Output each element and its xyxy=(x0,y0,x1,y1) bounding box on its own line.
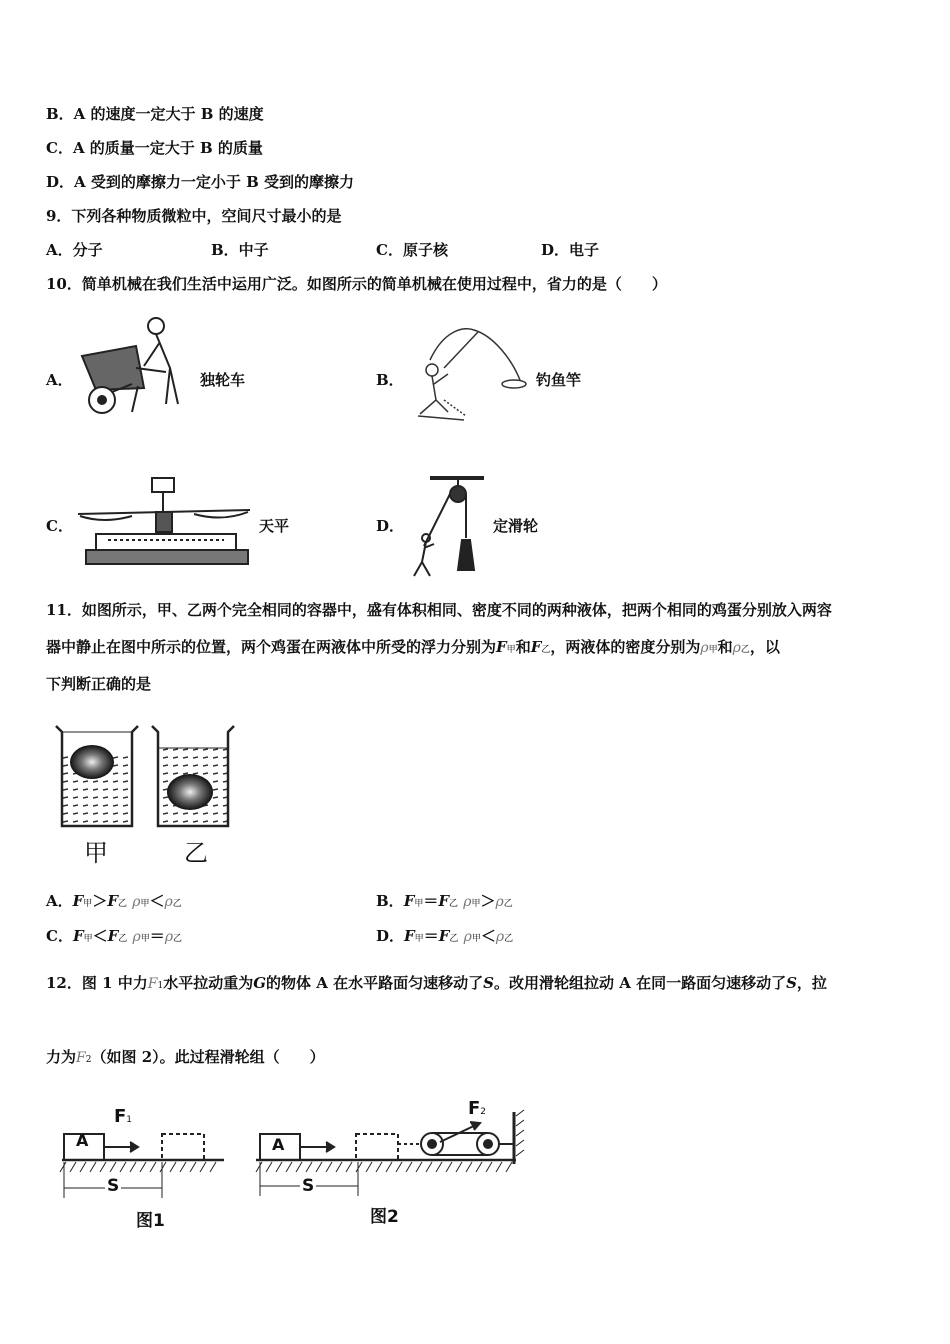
figure-2-force-label: F2 xyxy=(468,1098,487,1119)
q11-stem-line2: 器中静止在图中所示的位置，两个鸡蛋在两液体中所受的浮力分别为F甲和F乙，两液体的密度分别为ρ甲和ρ乙，以 xyxy=(46,638,780,656)
beaker-yi xyxy=(152,726,234,826)
figure-2-caption: 图2 xyxy=(370,1207,399,1227)
q11-stem-line1: 11．如图所示，甲、乙两个完全相同的容器中，盛有体积相同、密度不同的两种液体，把两个相同的鸡蛋分别放入两容 xyxy=(46,601,832,619)
q11-option-c: C．F甲＜F乙 ρ甲＝ρ乙 xyxy=(46,927,183,945)
beaker-label-yi: 乙 xyxy=(184,839,208,867)
q12-stem-line1: 12．图 1 中力F1水平拉动重为G的物体 A 在水平路面匀速移动了S。改用滑轮组拉动 A 在同一路面匀速移动了S，拉 xyxy=(46,974,827,992)
q10-option-b-label: 钓鱼竿 xyxy=(536,371,582,389)
q10-option-c-letter: C． xyxy=(46,517,73,535)
figure-1-force-label: F1 xyxy=(114,1106,133,1127)
figure-2-block-label: A xyxy=(272,1135,285,1154)
figure-1-diagram xyxy=(58,1100,228,1210)
beakers-figure xyxy=(52,722,252,830)
q11-option-a: A．F甲＞F乙 ρ甲＜ρ乙 xyxy=(46,892,182,910)
q11-stem-line3: 下判断正确的是 xyxy=(46,675,152,693)
fishing-rod-figure xyxy=(404,320,534,430)
wheelbarrow-figure xyxy=(74,308,194,420)
balance-scale-figure xyxy=(74,472,254,572)
q9-option-d: D．电子 xyxy=(541,241,600,259)
egg-yi xyxy=(167,774,213,810)
q10-option-a-label: 独轮车 xyxy=(200,371,246,389)
q10-option-b-letter: B． xyxy=(376,371,404,389)
q10-option-c-label: 天平 xyxy=(259,517,290,535)
q8-option-b: B．A 的速度一定大于 B 的速度 xyxy=(46,105,264,123)
q9-option-a: A．分子 xyxy=(46,241,103,259)
figure-1-block-label: A xyxy=(76,1131,89,1150)
q9-option-c: C．原子核 xyxy=(376,241,448,259)
figure-1-caption: 图1 xyxy=(136,1211,165,1231)
egg-jia xyxy=(70,745,114,779)
q8-option-d: D．A 受到的摩擦力一定小于 B 受到的摩擦力 xyxy=(46,173,354,191)
q10-option-d-label: 定滑轮 xyxy=(493,517,539,535)
beaker-label-jia: 甲 xyxy=(84,839,108,867)
q10-option-d-letter: D． xyxy=(376,517,405,535)
q10-stem: 10．简单机械在我们生活中运用广泛。如图所示的简单机械在使用过程中，省力的是（ ） xyxy=(46,275,667,293)
q9-option-b: B．中子 xyxy=(211,241,269,259)
q11-option-d: D．F甲＝F乙 ρ甲＜ρ乙 xyxy=(376,927,514,945)
figure-2-distance-label: S xyxy=(302,1176,315,1196)
q12-stem-line2: 力为F2（如图 2）。此过程滑轮组（ ） xyxy=(46,1048,325,1066)
q8-option-c: C．A 的质量一定大于 B 的质量 xyxy=(46,139,263,157)
fixed-pulley-figure xyxy=(404,474,494,582)
q9-stem: 9．下列各种物质微粒中，空间尺寸最小的是 xyxy=(46,207,342,225)
beaker-jia xyxy=(56,726,138,826)
q11-option-b: B．F甲＝F乙 ρ甲＞ρ乙 xyxy=(376,892,513,910)
q10-option-a-letter: A． xyxy=(46,371,73,389)
figure-1-distance-label: S xyxy=(107,1176,120,1196)
figure-2-diagram xyxy=(252,1098,532,1208)
